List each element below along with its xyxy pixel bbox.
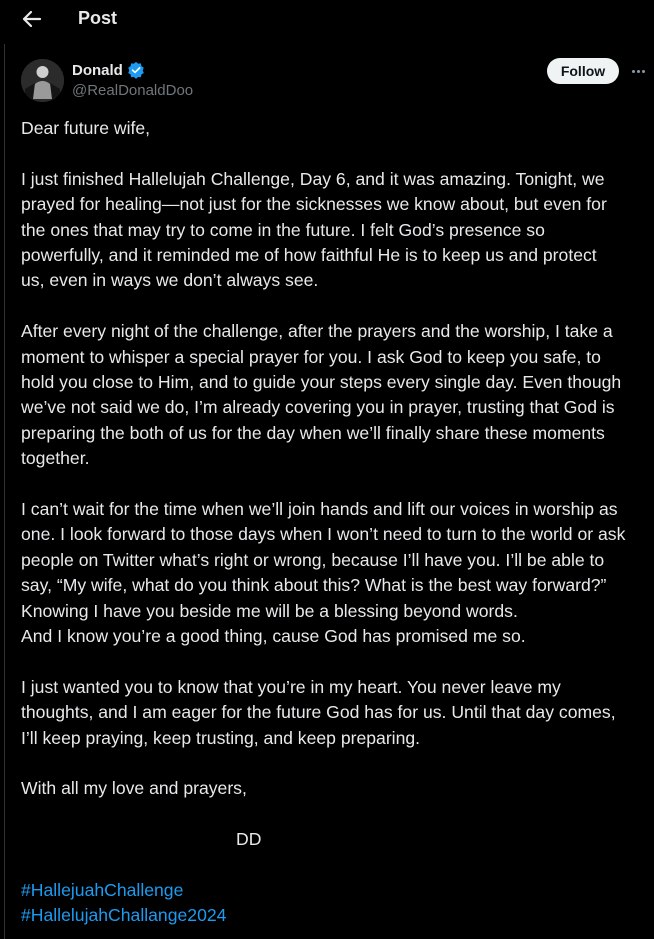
back-button[interactable]: [18, 6, 46, 32]
author-name-text: Donald: [72, 61, 123, 79]
more-options-button[interactable]: [628, 62, 648, 80]
verified-badge-icon: [127, 61, 145, 79]
top-bar: [0, 0, 654, 40]
text-line: hold you close to Him, and to guide your steps every single day. Even though: [21, 372, 622, 393]
post-text: [21, 116, 651, 929]
author-name[interactable]: [72, 61, 145, 79]
post-paragraph-2: [21, 319, 651, 471]
text-line: one. I look forward to those days when I won’t need to turn to the world or ask: [21, 524, 626, 545]
page-title: Post: [78, 8, 118, 28]
text-line: After every night of the challenge, after the prayers and the worship, I take a: [21, 321, 613, 342]
text-line: together.: [21, 448, 90, 469]
text-line: I just wanted you to know that you’re in my heart. You never leave my: [21, 676, 561, 697]
text-line: we’ve not said we do, I’m already covering you in prayer, trusting that God is: [21, 397, 615, 418]
text-line: I’ll keep praying, keep trusting, and keep preparing.: [21, 727, 421, 748]
text-line: us, even in ways we don’t always see.: [21, 270, 319, 291]
post-paragraph-4: [21, 675, 651, 751]
hashtag-link[interactable]: #HallelujahChallange2024: [21, 905, 227, 926]
arrow-left-icon: [22, 10, 42, 28]
hashtag-link[interactable]: #HallejuahChallenge: [21, 880, 184, 901]
post-paragraph-1: [21, 167, 651, 294]
text-line: And I know you’re a good thing, cause God has promised me so.: [21, 626, 526, 647]
thread-divider: [4, 44, 5, 939]
text-line: I just finished Hallelujah Challenge, Day 6, and it was amazing. Tonight, we: [21, 168, 605, 189]
post-signature-block: [21, 827, 651, 852]
more-horizontal-icon: [642, 70, 645, 73]
text-line: the ones that may try to come in the future. I felt God’s presence so: [21, 219, 545, 240]
text-line: I can’t wait for the time when we’ll join hands and lift our voices in worship as: [21, 499, 618, 520]
more-horizontal-icon: [637, 70, 640, 73]
post-greeting: Dear future wife,: [21, 118, 151, 138]
avatar[interactable]: [21, 59, 64, 102]
profile-photo-icon: [21, 59, 64, 102]
post-signature: DD: [236, 829, 262, 850]
text-line: preparing the both of us for the day when we’ll finally share these moments: [21, 422, 605, 443]
post-paragraph-3: [21, 497, 651, 649]
text-line: people on Twitter what’s right or wrong, because I’ll have you. I’ll be able to: [21, 549, 605, 570]
text-line: moment to whisper a special prayer for you. I ask God to keep you safe, to: [21, 346, 601, 367]
author-handle[interactable]: @RealDonaldDoo: [72, 82, 194, 99]
post-closing: With all my love and prayers,: [21, 778, 247, 799]
hashtag-list: [21, 878, 651, 929]
more-horizontal-icon: [632, 70, 635, 73]
text-line: thoughts, and I am eager for the future God has for us. Until that day comes,: [21, 702, 616, 723]
follow-button[interactable]: Follow: [547, 58, 619, 84]
text-line: powerfully, and it reminded me of how faithful He is to keep us and protect: [21, 245, 597, 266]
text-line: say, “My wife, what do you think about this? What is the best way forward?”: [21, 575, 607, 596]
text-line: prayed for healing—not just for the sicknesses we know about, but even for: [21, 194, 607, 215]
text-line: Knowing I have you beside me will be a blessing beyond words.: [21, 600, 518, 621]
